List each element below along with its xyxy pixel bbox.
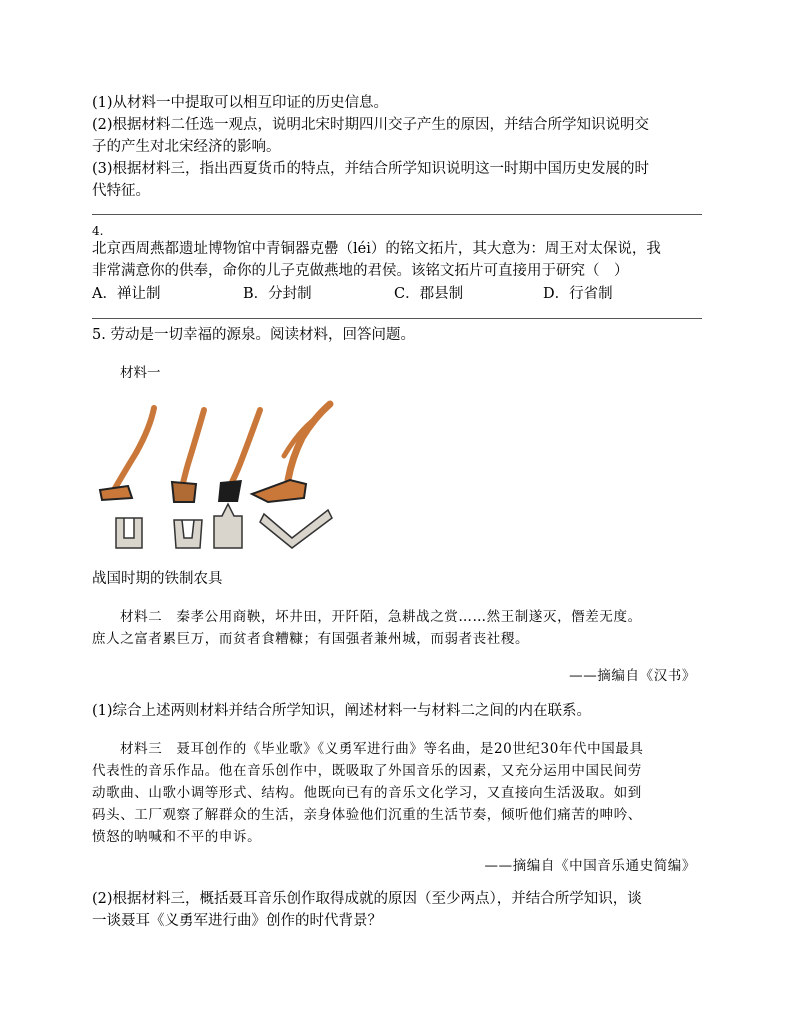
material2-line1: 材料二 秦孝公用商鞅，坏井田，开阡陌，急耕战之赏……然王制遂灭，僭差无度。 bbox=[120, 609, 642, 625]
q4-option-d[interactable]: D．行省制 bbox=[543, 286, 613, 302]
q5-material1-label: 材料一 bbox=[120, 365, 161, 381]
q5-stem: 5. 劳动是一切幸福的源泉。阅读材料，回答问题。 bbox=[92, 327, 415, 343]
material3-source: ——摘编自《中国音乐通史简编》 bbox=[484, 858, 696, 874]
q3-sub3-line2: 代特征。 bbox=[92, 183, 150, 199]
q5-sub2-line1: (2)根据材料三，概括聂耳音乐创作取得成就的原因（至少两点），并结合所学知识，谈 bbox=[92, 891, 642, 907]
divider bbox=[92, 318, 702, 319]
divider bbox=[92, 214, 702, 215]
q5-sub2-line2: 一谈聂耳《义勇军进行曲》创作的时代背景？ bbox=[92, 913, 382, 929]
material2-source: ——摘编自《汉书》 bbox=[569, 668, 696, 684]
iron-farm-tools-image bbox=[92, 398, 352, 558]
material3-line3: 动歌曲、山歌小调等形式、结构。他既向已有的音乐文化学习，又直接向生活汲取。如到 bbox=[92, 785, 642, 801]
q3-sub3-line1: (3)根据材料三，指出西夏货币的特点，并结合所学知识说明这一时期中国历史发展的时 bbox=[92, 161, 650, 177]
q4-option-b[interactable]: B．分封制 bbox=[243, 286, 312, 302]
q4-option-c[interactable]: C．郡县制 bbox=[394, 286, 464, 302]
q4-stem-line2: 非常满意你的供奉，命你的儿子克做燕地的君侯。该铭文拓片可直接用于研究（ ） bbox=[92, 263, 629, 279]
q4-number: 4. bbox=[92, 224, 104, 238]
q4-option-a[interactable]: A．禅让制 bbox=[92, 286, 161, 302]
material3-line5: 愤怒的呐喊和不平的申诉。 bbox=[92, 829, 262, 845]
image-caption: 战国时期的铁制农具 bbox=[92, 571, 223, 587]
q3-sub2-line2: 子的产生对北宋经济的影响。 bbox=[92, 139, 281, 155]
material3-line4: 码头、工厂观察了解群众的生活，亲身体验他们沉重的生活节奏，倾听他们痛苦的呻吟、 bbox=[92, 807, 642, 823]
material3-line2: 代表性的音乐作品。他在音乐创作中，既吸取了外国音乐的因素，又充分运用中国民间劳 bbox=[92, 763, 642, 779]
q4-stem-line1: 北京西周燕都遗址博物馆中青铜器克罍（léi）的铭文拓片，其大意为：周王对太保说，我 bbox=[92, 241, 661, 257]
q3-sub1: (1)从材料一中提取可以相互印证的历史信息。 bbox=[92, 95, 389, 111]
material3-line1: 材料三 聂耳创作的《毕业歌》《义勇军进行曲》等名曲，是20世纪30年代中国最具 bbox=[120, 741, 644, 757]
q3-sub2-line1: (2)根据材料二任选一观点，说明北宋时期四川交子产生的原因，并结合所学知识说明交 bbox=[92, 117, 650, 133]
q5-sub1: (1)综合上述两则材料并结合所学知识，阐述材料一与材料二之间的内在联系。 bbox=[92, 703, 592, 719]
material2-line2: 庶人之富者累巨万，而贫者食糟糠；有国强者兼州城，而弱者丧社稷。 bbox=[92, 631, 530, 647]
